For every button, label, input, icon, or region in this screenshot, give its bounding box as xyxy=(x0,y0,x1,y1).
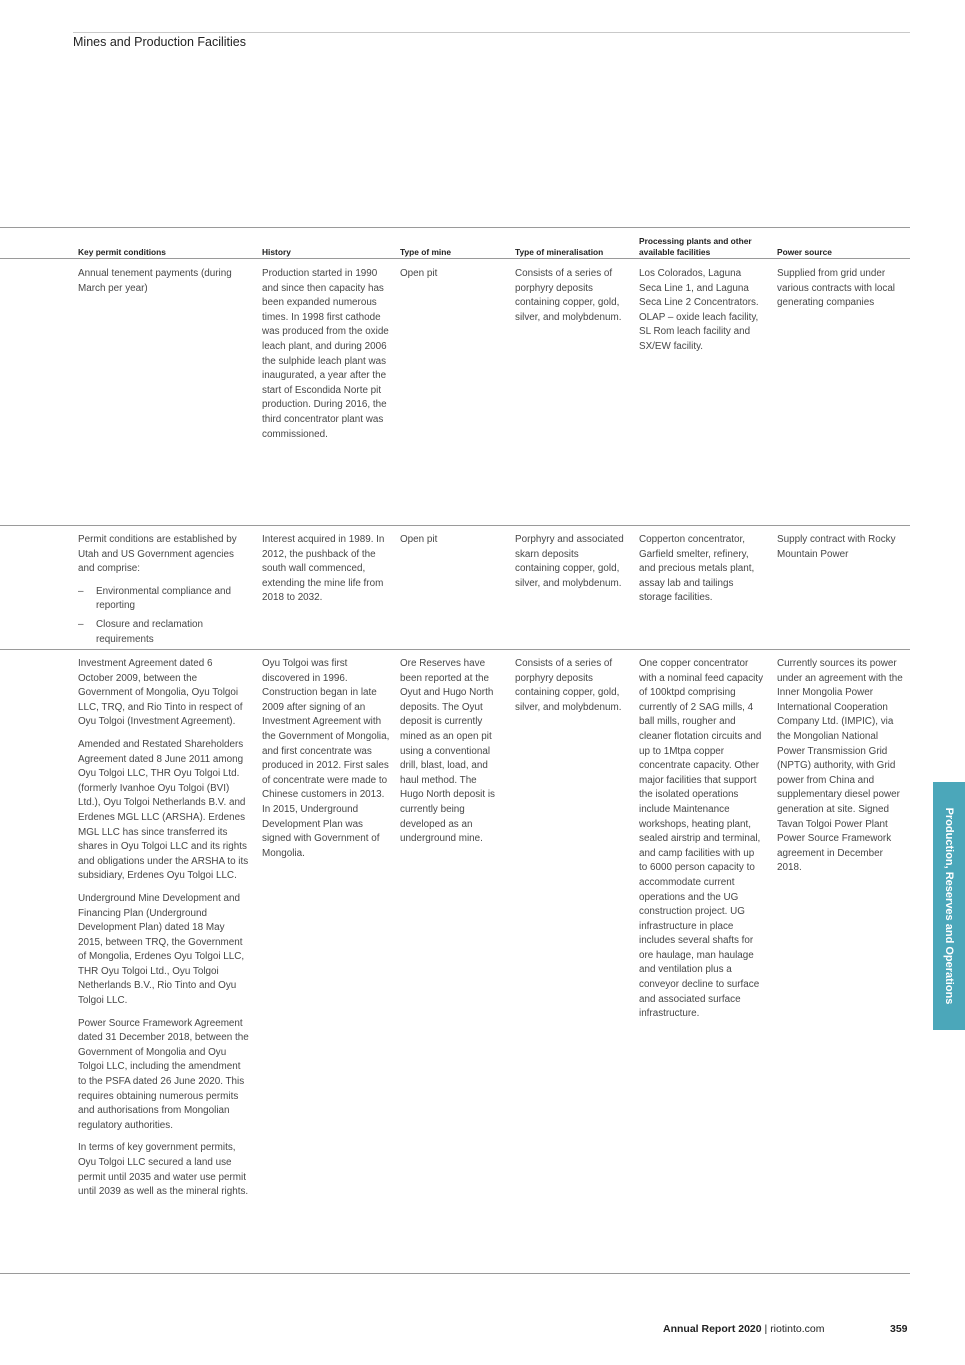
table-header-row xyxy=(0,228,910,258)
processing-cell: Copperton concentrator, Garfield smelter, refinery, and precious metals plant, assay lab and tailings storage facilities. xyxy=(639,534,755,604)
dash-bullet: – xyxy=(78,585,84,597)
power-source-cell: Supplied from grid under various contracts with local generating companies xyxy=(777,268,895,309)
mineralisation-cell: Porphyry and associated skarn deposits containing copper, gold, silver, and molybdenum. xyxy=(515,534,624,589)
mine-type-cell: Open pit xyxy=(400,268,438,279)
footer-separator: | xyxy=(764,1323,768,1335)
power-source-cell: Currently sources its power under an agreement with the Inner Mongolia Power International Cooperation Company Ltd. (IMPIC), via the Mongolian National Power Transmission Grid (NPTG) authority, with Grid power from China and supplementary diesel power generation at site. Signed Tavan Tolgoi Power Plant Power Source Framework agreement in December 2018. xyxy=(777,658,903,874)
history-cell: Oyu Tolgoi was first discovered in 1996. Construction began in late 2009 after signing of an Investment Agreement with the Government of Mongolia, and first concentrate was produced in 2012. First sales of concentrate were made to Chinese customers in 2013. In 2015, Underground Development Plan was signed with Government of Mongolia. xyxy=(262,658,390,859)
mine-type-cell: Open pit xyxy=(400,534,438,545)
table-bottom-rule xyxy=(0,1273,910,1274)
mineralisation-cell: Consists of a series of porphyry deposits containing copper, gold, silver, and molybdenum. xyxy=(515,658,622,713)
permit-conditions-cell xyxy=(78,657,250,1200)
permit-paragraph: Permit conditions are established by Utah and US Government agencies and comprise: xyxy=(78,534,237,575)
footer-website: riotinto.com xyxy=(770,1323,825,1335)
page-header-title: Mines and Production Facilities xyxy=(73,35,246,49)
permit-bullet-item: – Closure and reclamation requirements xyxy=(78,618,204,645)
table-row xyxy=(0,526,910,649)
permit-paragraph: In terms of key government permits, Oyu Tolgoi LLC secured a land use permit until 2035 and water use permit until 2039 as well as the mineral rights. xyxy=(78,1142,249,1198)
dash-bullet: – xyxy=(78,618,84,630)
footer-report-title: Annual Report 2020 xyxy=(663,1323,762,1335)
column-header-processing: Processing plants and other available facilities xyxy=(639,236,752,257)
section-side-tab[interactable] xyxy=(933,782,965,1030)
page-number: 359 xyxy=(890,1323,908,1335)
column-header-history: History xyxy=(262,246,291,257)
processing-cell: One copper concentrator with a nominal feed capacity of 100ktpd comprising currently of 2 SAG mills, 4 ball mills, rougher and cleaner flotation circuits and up to 1Mtpa copper concentrate capacity. Other major facilities that support the isolated operations include Maintenance workshops, heating plant, sealed airstrip and terminal, and camp facilities with up to 6000 person capacity to accommodate current operations and the UG construction project. UG infrastructure in place includes several shafts for ore haulage, man haulage and ventilation plus a conveyor decline to surface and associated surface infrastructure. xyxy=(639,658,764,1020)
permit-bullet-item: – Environmental compliance and reporting xyxy=(78,585,232,612)
permit-bullet-list xyxy=(78,585,250,647)
power-source-cell: Supply contract with Rocky Mountain Power xyxy=(777,534,896,560)
permit-conditions-cell xyxy=(78,533,250,647)
section-side-tab-label: Production, Reserves and Operations xyxy=(943,807,955,1005)
mine-type-cell: Ore Reserves have been reported at the Oyut and Hugo North deposits. The Oyut deposit is currently mined as an open pit using a conventional drill, blast, load, and haul method. The Hugo North deposit is currently being developed as an underground mine. xyxy=(400,658,495,845)
history-cell: Production started in 1990 and since then capacity has been expanded numerous times. In 1998 first cathode was produced from the oxide leach plant, and during 2006 the sulphide leach plant was inaugurated, a year after the start of Escondida Norte pit production. During 2016, the third concentrator plant was commissioned. xyxy=(262,268,389,440)
table-row xyxy=(0,259,910,525)
permit-paragraph: Annual tenement payments (during March per year) xyxy=(78,268,232,294)
column-header-permit: Key permit conditions xyxy=(78,246,166,257)
header-rule xyxy=(73,32,910,33)
permit-paragraph: Amended and Restated Shareholders Agreement dated 8 June 2011 among Oyu Tolgoi LLC, THR Oyu Tolgoi Ltd. (formerly Ivanhoe Oyu Tolgoi (BVI) Ltd.), Oyu Tolgoi Netherlands B.V. and Erdenes MGL LLC (ARSHA). Erdenes MGL LLC has since transferred its shares in Oyu Tolgoi LLC and its rights and obligations under the ARSHA to its subsidiary, Erdenes Oyu Tolgoi LLC. xyxy=(78,738,249,882)
column-header-mineralisation: Type of mineralisation xyxy=(515,246,604,257)
permit-paragraph: Power Source Framework Agreement dated 31 December 2018, between the Government of Mongolia and Oyu Tolgoi LLC, including the amendment to the PSFA dated 26 June 2020. This requires obtaining numerous permits and authorisations from Mongolian regulatory authorities. xyxy=(78,1017,249,1131)
column-header-mine-type: Type of mine xyxy=(400,246,452,257)
table-row xyxy=(0,650,910,1273)
footer-report-line xyxy=(663,1323,824,1335)
permit-paragraph: Underground Mine Development and Financing Plan (Underground Development Plan) dated 18 May 2015, between TRQ, the Government of Mongolia, Erdenes Oyu Tolgoi LLC, THR Oyu Tolgoi Ltd., Oyu Tolgoi Netherlands B.V., Rio Tinto and Oyu Tolgoi LLC. xyxy=(78,892,245,1007)
permit-paragraph: Investment Agreement dated 6 October 2009, between the Government of Mongolia, Oyu Tolgoi LLC, TRQ, and Rio Tinto in respect of Oyu Tolgoi (Investment Agreement). xyxy=(78,658,243,728)
processing-cell: Los Colorados, Laguna Seca Line 1, and Laguna Seca Line 2 Concentrators. OLAP – oxide leach facility, SL Rom leach facility and SX/EW facility. xyxy=(639,268,759,352)
mines-table xyxy=(0,227,910,1274)
mineralisation-cell: Consists of a series of porphyry deposits containing copper, gold, silver, and molybdenum. xyxy=(515,268,622,323)
permit-conditions-cell xyxy=(78,267,250,296)
column-header-power: Power source xyxy=(777,246,832,257)
history-cell: Interest acquired in 1989. In 2012, the pushback of the south wall commenced, extending the mine life from 2018 to 2032. xyxy=(262,534,385,604)
